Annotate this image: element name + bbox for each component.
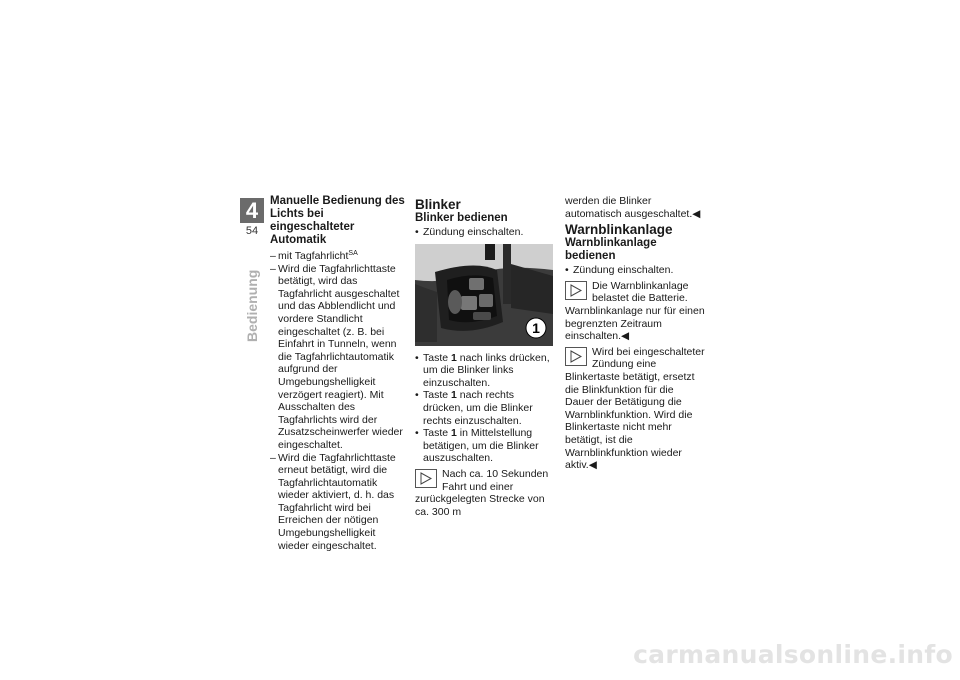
subheading-blinker-bedienen: Blinker bedienen [415, 212, 508, 224]
handlebar-switch-photo [415, 244, 553, 346]
list-item: • Taste 1 nach rechts drücken, um die Blinker rechts einzuschalten. [415, 389, 555, 427]
list-item: – mit Tagfahrlicht$^{SA}$ [270, 250, 405, 263]
column-3 [565, 195, 705, 472]
callout-label: 1 [532, 319, 540, 336]
bullet-list [415, 352, 555, 465]
chapter-number: 4 [240, 198, 264, 223]
note-block [565, 346, 705, 472]
list-item: – Wird die Tagfahrlichttaste erneut betätigt, wird die Tagfahrlichtautomatik wieder aktiviert, d. h. das Tagfahrlicht wird bei Erreichen der nötigen Umgebungshelligkeit wieder eingeschaltet. [270, 452, 405, 553]
note-triangle-icon [415, 469, 437, 488]
section-title-blinker: Blinker [415, 197, 461, 212]
sa-superscript: SA [348, 250, 358, 257]
heading-manual-light: Manuelle Bedienung des Lichts bei eingeschalteter Automatik [270, 195, 405, 246]
dash-list [270, 250, 405, 552]
list-item: • Taste 1 nach links drücken, um die Blinker links einzuschalten. [415, 352, 555, 390]
column-2 [415, 195, 555, 518]
page-number: 54 [245, 225, 259, 237]
chapter-marker [240, 198, 264, 237]
note-block [565, 280, 705, 343]
note-text: Die Warnblinkanlage belastet die Batterie. Warnblinkanlage nur für einen begrenzten Zeitraum einschalten.◀ [565, 279, 705, 343]
watermark: carmanualsonline.info [633, 640, 953, 669]
column-1 [270, 195, 405, 552]
note-block [415, 468, 555, 518]
chapter-side-title: Bedienung [244, 269, 260, 342]
list-item: • Zündung einschalten. [565, 264, 705, 277]
subheading-warnblinkanlage-bedienen: Warnblinkanlage bedienen [565, 237, 657, 263]
note-triangle-icon [565, 347, 587, 366]
note-triangle-icon [565, 281, 587, 300]
list-item: • Zündung einschalten. [415, 226, 555, 239]
note-text: Nach ca. 10 Sekunden Fahrt und einer zurückgelegten Strecke von ca. 300 m [415, 467, 549, 518]
list-item: • Taste 1 in Mittelstellung betätigen, um die Blinker auszuschalten. [415, 427, 555, 465]
continuation-text: werden die Blinker automatisch ausgeschaltet.◀ [565, 195, 701, 220]
list-item: – Wird die Tagfahrlichttaste betätigt, wird das Tagfahrlicht ausgeschaltet und das Abblendlicht und vordere Standlicht eingeschaltet (z. B. bei Einfahrt in Tunneln, wenn die Tagfahrlichtautomatik aufgrund der Umgebungshelligkeit verzögert reagiert). Mit Ausschalten des Tagfahrlichts wird der Zusatzscheinwerfer wieder eingeschaltet. [270, 263, 405, 452]
section-title-warnblinkanlage: Warnblinkanlage [565, 222, 673, 238]
note-text: Wird bei eingeschalteter Zündung eine Blinkertaste betätigt, ersetzt die Blinkfunktion für die Dauer der Betätigung die Warnblinkfunktion. Wird die Blinkertaste nicht mehr betätigt, ist die Warnblinkfunktion wieder aktiv.◀ [565, 345, 705, 472]
